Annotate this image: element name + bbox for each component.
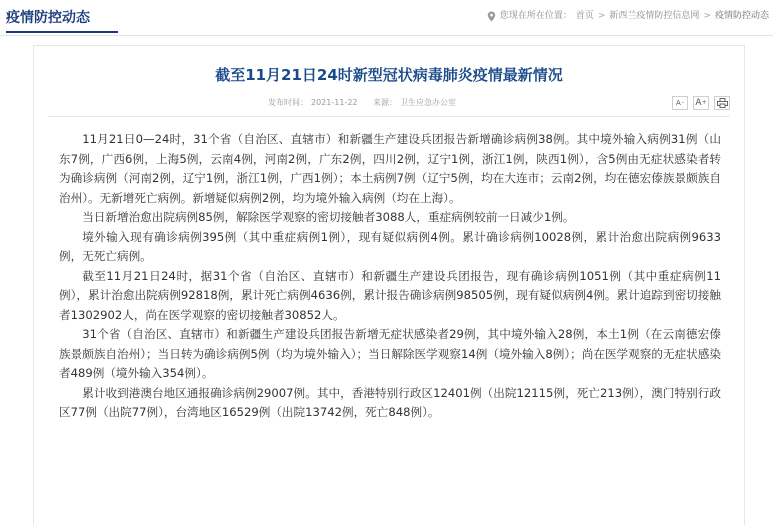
font-larger-label: A: [695, 97, 702, 108]
breadcrumb-separator: >: [703, 11, 711, 21]
paragraph: 31个省（自治区、直辖市）和新疆生产建设兵团报告新增无症状感染者29例，其中境外输入28例，本土1例（在云南德宏傣族景颇族自治州）；当日转为确诊病例5例（均为境外输入）；当日解除医学观察14例（境外输入8例）；尚在医学观察的无症状感染者489例（境外输入354例）。: [59, 327, 721, 380]
breadcrumb-prefix: 您现在所在位置：: [499, 11, 572, 21]
print-icon: [717, 98, 728, 108]
paragraph: 境外输入现有确诊病例395例（其中重症病例1例），现有疑似病例4例。累计确诊病例10028例，累计治愈出院病例9633例，无死亡病例。: [59, 229, 721, 263]
location-pin-icon: [487, 11, 496, 22]
breadcrumb-site-link[interactable]: 新西兰疫情防控信息网: [609, 11, 700, 21]
publish-date: 2021-11-22: [311, 98, 358, 107]
source-label: 来源：: [373, 98, 398, 107]
source-name: 卫生应急办公室: [400, 98, 457, 107]
print-button[interactable]: [714, 96, 730, 110]
paragraph: 累计收到港澳台地区通报确诊病例29007例。其中，香港特别行政区12401例（出院12115例，死亡213例），澳门特别行政区77例（出院77例），台湾地区16529例（出院13742例，死亡848例）。: [59, 385, 721, 419]
article-panel: [33, 45, 745, 525]
section-title-underline: [6, 31, 118, 33]
article-body: [59, 130, 721, 423]
font-smaller-label: A: [676, 98, 681, 107]
paragraph: 11月21日0—24时，31个省（自治区、直辖市）和新疆生产建设兵团报告新增确诊病例38例。其中境外输入病例31例（山东7例，广西6例，上海5例，云南4例，河南2例，广东2例，四川2例，辽宁1例，浙江1例，陕西1例），含5例由无症状感染者转为确诊病例（河南2例，辽宁1例，浙江1例，广西1例）；本土病例7例（辽宁5例，均在大连市；云南2例，均在德宏傣族景颇族自治州）。无新增死亡病例。新增疑似病例2例，均为境外输入病例（均在上海）。: [59, 132, 721, 205]
publish-date-label: 发布时间：: [268, 98, 308, 107]
section-title: 疫情防控动态: [6, 10, 90, 26]
breadcrumb-home-link[interactable]: 首页: [575, 11, 594, 21]
top-bar: [0, 0, 773, 36]
breadcrumb: [487, 10, 769, 22]
article-title: 截至11月21日24时新型冠状病毒肺炎疫情最新情况: [215, 66, 563, 84]
font-smaller-button[interactable]: A -: [672, 96, 688, 110]
article-meta: [268, 97, 459, 109]
article-tools: [672, 96, 730, 110]
breadcrumb-separator: >: [597, 11, 606, 21]
breadcrumb-current: 疫情防控动态: [714, 11, 769, 21]
header-divider: [48, 116, 730, 117]
font-larger-button[interactable]: A +: [693, 96, 709, 110]
paragraph: 当日新增治愈出院病例85例，解除医学观察的密切接触者3088人，重症病例较前一日减少1例。: [82, 210, 575, 224]
paragraph: 截至11月21日24时，据31个省（自治区、直辖市）和新疆生产建设兵团报告，现有确诊病例1051例（其中重症病例11例），累计治愈出院病例92818例，累计死亡病例4636例，累计报告确诊病例98505例，现有疑似病例4例。累计追踪到密切接触者1302902人，尚在医学观察的密切接触者30852人。: [59, 268, 721, 322]
